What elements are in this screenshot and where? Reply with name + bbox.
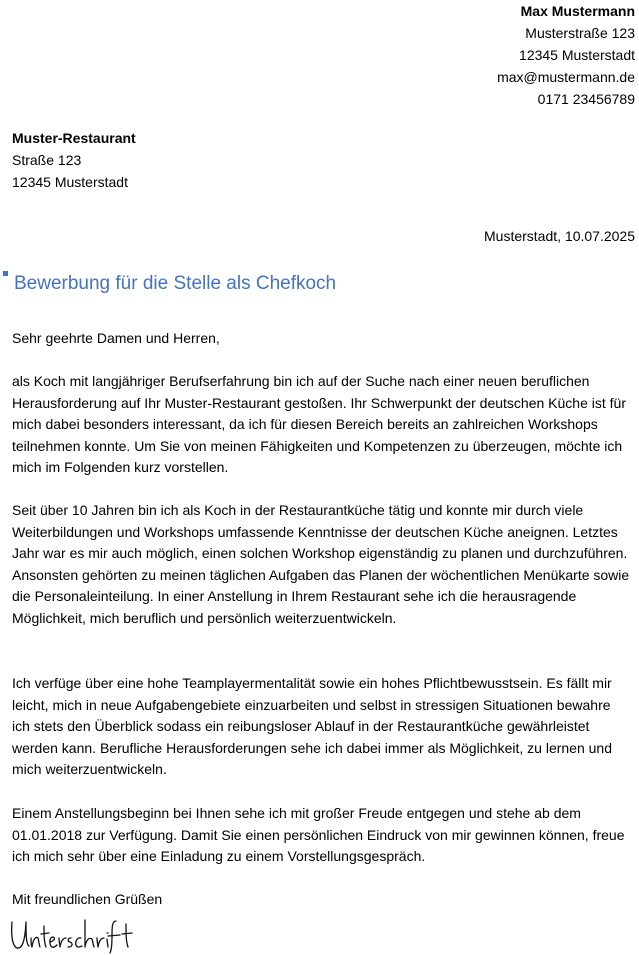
recipient-address-block <box>12 127 136 193</box>
body-paragraph: Ich verfüge über eine hohe Teamplayermentalität sowie ein hohes Pflichtbewusstsein. Es fällt mir leicht, mich in neue Aufgabengebiete einzuarbeiten und selbst in stressigen Situationen bewahre ich stets den Überblick sodass ein reibungsloser Ablauf in der Restaurantküche gewährleistet werden kann. Berufliche Herausforderungen sehe ich dabei immer als Möglichkeit, zu lernen und mich weiterzuentwickeln. <box>12 675 612 777</box>
body-paragraph: Einem Anstellungsbeginn bei Ihnen sehe ich mit großer Freude entgegen und stehe ab dem 01.01.2018 zur Verfügung. Damit Sie einen persönlichen Eindruck von mir gewinnen können, freue ich mich sehr über eine Einladung zu einem Vorstellungsgespräch. <box>12 805 625 864</box>
sender-address-block <box>497 0 635 110</box>
recipient-name: Muster-Restaurant <box>12 130 136 146</box>
salutation: Sehr geehrte Damen und Herren, <box>12 330 220 346</box>
closing-phrase: Mit freundlichen Grüßen <box>12 891 163 907</box>
recipient-street: Straße 123 <box>12 152 82 168</box>
signature-image <box>8 912 138 954</box>
letter-date: Musterstadt, 10.07.2025 <box>484 228 635 244</box>
subject-line: Bewerbung für die Stelle als Chefkoch <box>14 273 337 294</box>
sender-city: 12345 Musterstadt <box>519 47 635 63</box>
sender-email: max@mustermann.de <box>497 69 635 85</box>
sender-street: Musterstraße 123 <box>525 25 635 41</box>
subject-marker <box>3 271 8 276</box>
sender-name: Max Mustermann <box>520 3 635 19</box>
sender-phone: 0171 23456789 <box>537 91 635 107</box>
body-paragraph: Seit über 10 Jahren bin ich als Koch in der Restaurantküche tätig und konnte mir durch viele Weiterbildungen und Workshops umfassende Kenntnisse der deutschen Küche aneignen. Letztes Jahr war es mir auch möglich, einen solchen Workshop eigenständig zu planen und durchzuführen. Ansonsten gehörten zu meinen täglichen Aufgaben das Planen der wöchentlichen Menükarte sowie die Personaleinteilung. In einer Anstellung in Ihrem Restaurant sehe ich die herausragende Möglichkeit, mich beruflich und persönlich weiterzuentwickeln. <box>12 502 630 626</box>
body-paragraph: als Koch mit langjähriger Berufserfahrung bin ich auf der Suche nach einer neuen beruflichen Herausforderung auf Ihr Muster-Restaurant gestoßen. Ihr Schwerpunkt der deutschen Küche ist für mich dabei besonders interessant, da ich für diesen Bereich bereits an zahlreichen Workshops teilnehmen konnte. Um Sie von meinen Fähigkeiten und Kompetenzen zu überzeugen, möchte ich mich im Folgenden kurz vorstellen. <box>12 373 626 475</box>
recipient-city: 12345 Musterstadt <box>12 174 128 190</box>
